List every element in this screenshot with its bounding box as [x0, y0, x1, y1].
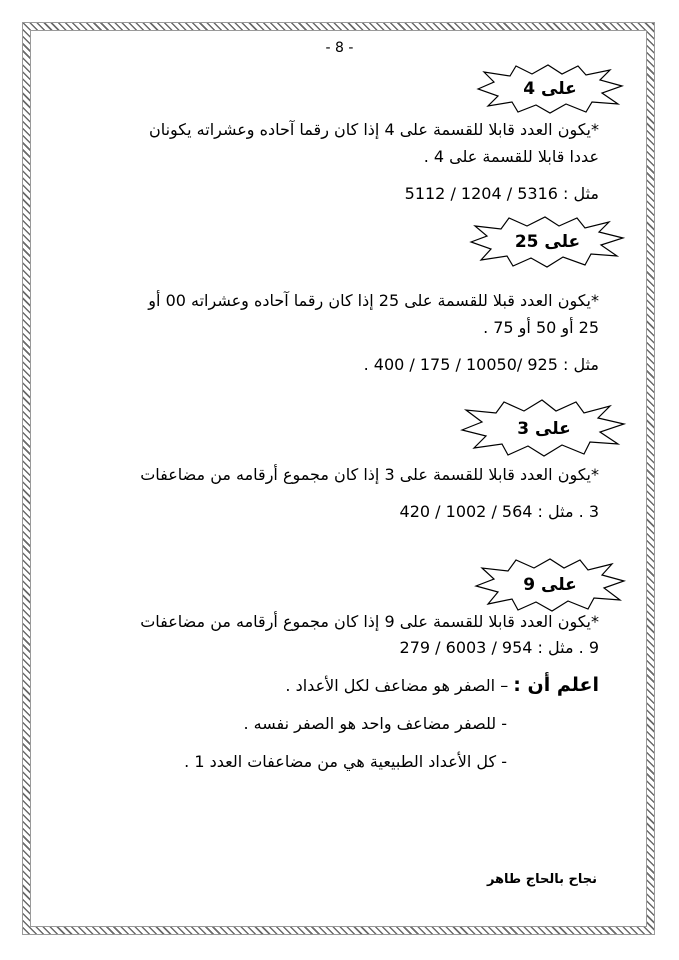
rule-line: *يكون العدد قابلا للقسمة على 9 إذا كان مجموع أرقامه من مضاعفات — [140, 612, 599, 631]
know-that-title: اعلم أن : — [513, 674, 599, 696]
author-signature: نجاح بالحاج طاهر — [486, 872, 597, 887]
badge-label: على 25 — [514, 232, 581, 252]
know-that-item: - كل الأعداد الطبيعية هي من مضاعفات العدد 1 . — [184, 752, 507, 771]
examples-line: 3 . مثل : 564 / 1002 / 420 — [399, 502, 599, 521]
know-that-item: - للصفر مضاعف واحد هو الصفر نفسه . — [243, 714, 507, 733]
know-that-item: – الصفر هو مضاعف لكل الأعداد . — [285, 676, 509, 695]
badge-div-9 — [470, 556, 630, 614]
examples-line: مثل : 925 /10050 / 175 / 400 . — [363, 355, 599, 374]
page-number: - 8 - — [325, 40, 354, 56]
rule-line: *يكون العدد قابلا للقسمة على 3 إذا كان مجموع أرقامه من مضاعفات — [140, 465, 599, 484]
rule-line: *يكون العدد قابلا للقسمة على 4 إذا كان رقما آحاده وعشراته يكونان — [148, 120, 599, 139]
rule-line: 25 أو 50 أو 75 . — [483, 318, 599, 337]
badge-label: على 9 — [523, 575, 577, 595]
badge-div-25 — [465, 214, 630, 270]
rule-line: عددا قابلا للقسمة على 4 . — [423, 147, 599, 166]
badge-div-3 — [458, 398, 630, 460]
examples-line: مثل : 5316 / 1204 / 5112 — [404, 184, 599, 203]
badge-label: على 3 — [517, 419, 571, 439]
rule-line: *يكون العدد قبلا للقسمة على 25 إذا كان رقما آحاده وعشراته 00 أو — [148, 291, 599, 310]
badge-div-4 — [470, 62, 630, 116]
know-that-line — [285, 674, 599, 696]
rule-line: 9 . مثل : 954 / 6003 / 279 — [399, 638, 599, 657]
badge-label: على 4 — [523, 79, 577, 99]
